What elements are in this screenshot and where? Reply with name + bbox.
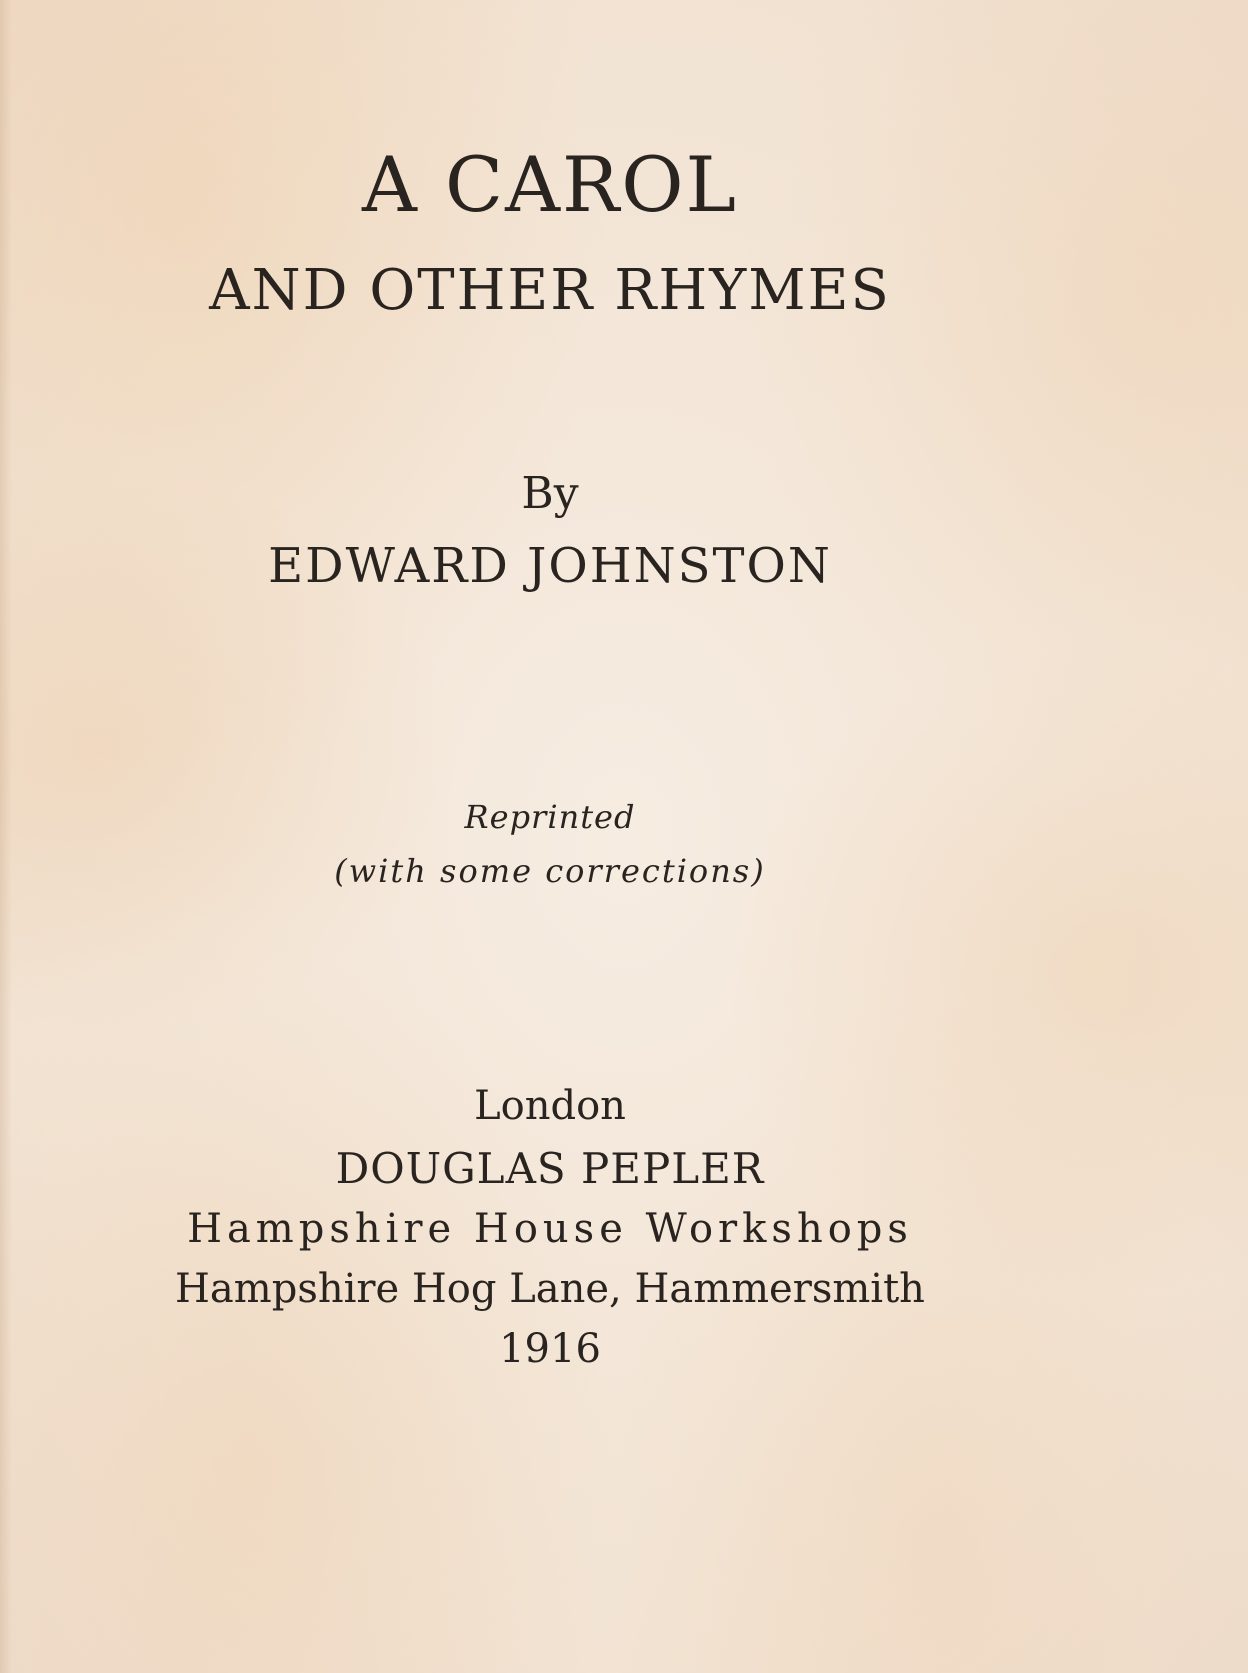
imprint-publisher: DOUGLAS PEPLER (335, 1144, 765, 1193)
edition-detail: (with some corrections) (334, 852, 766, 890)
edition-note: Reprinted (464, 798, 636, 836)
book-subtitle: AND OTHER RHYMES (209, 258, 891, 323)
author-name: EDWARD JOHNSTON (268, 538, 832, 594)
imprint-address: Hampshire Hog Lane, Hammersmith (175, 1266, 925, 1312)
imprint-year: 1916 (499, 1326, 601, 1372)
imprint-workshops: Hampshire House Workshops (187, 1206, 913, 1252)
book-title: A CAROL (361, 140, 739, 229)
imprint-city: London (474, 1083, 626, 1129)
page-edge-shadow (0, 0, 12, 1673)
byline-label: By (521, 468, 579, 519)
